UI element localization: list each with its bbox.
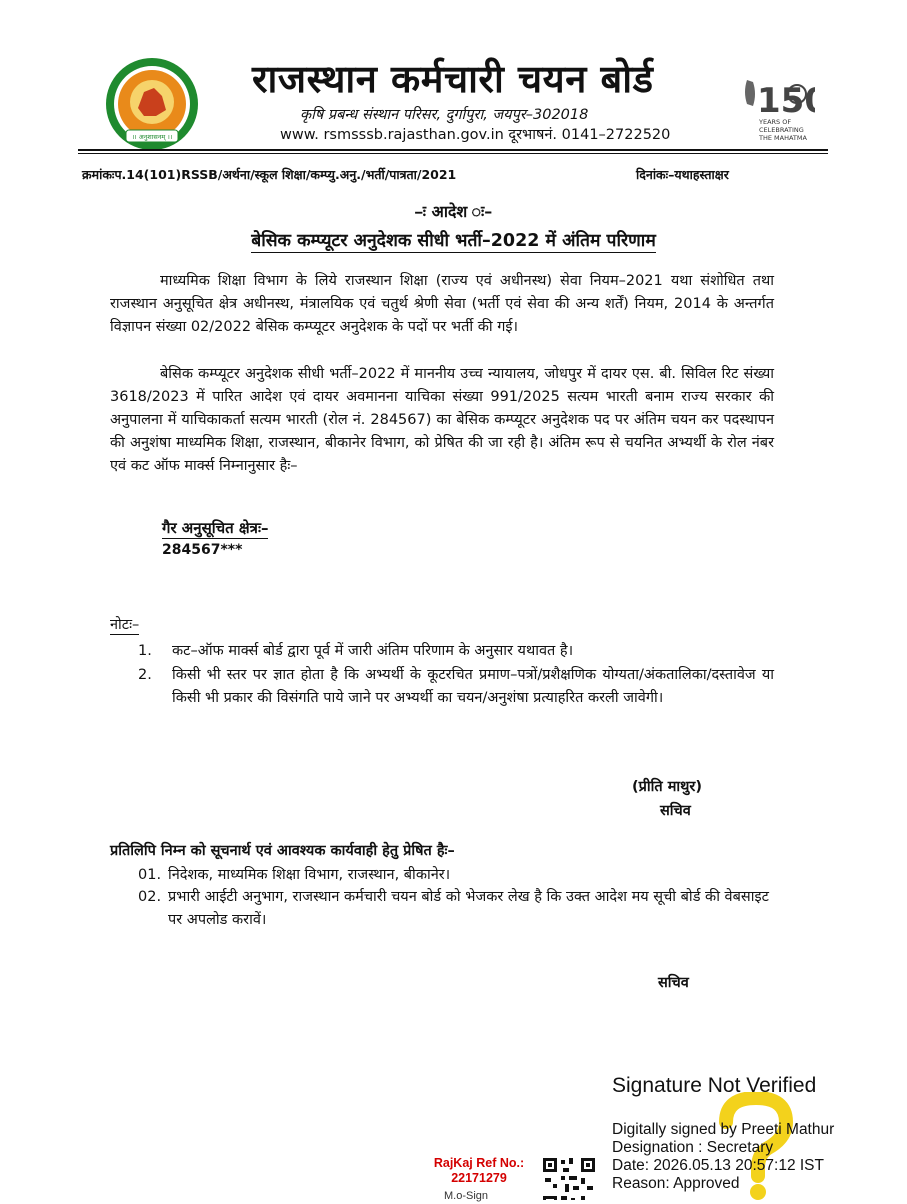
signatory-designation: सचिव <box>660 803 691 819</box>
note-number: 1. <box>138 643 152 659</box>
copy-to-text: प्रभारी आईटी अनुभाग, राजस्थान कर्मचारी चयन बोर्ड को भेजकर लेख है कि उक्त आदेश मय सूची बोर्ड की वेबसाइट पर अपलोड करावें। <box>168 889 769 928</box>
order-heading: –ः आदेश ः– <box>414 202 493 221</box>
copy-to-number: 02. <box>138 889 162 905</box>
signature-reason: Reason: Approved <box>612 1175 740 1192</box>
copy-to-item <box>138 886 774 932</box>
header-divider-thick <box>78 149 828 151</box>
order-paragraph-1: माध्यमिक शिक्षा विभाग के लिये राजस्थान शिक्षा (राज्य एवं अधीनस्थ) सेवा नियम–2021 यथा संशोधित तथा राजस्थान अनुसूचित क्षेत्र अधीनस्थ, मंत्रालयिक एवं चतुर्थ श्रेणी सेवा (भर्ती एवं सेवा की अन्य शर्तें) नियम, 2014 के अन्तर्गत विज्ञापन संख्या 02/2022 बेसिक कम्प्यूटर अनुदेशक के पदों पर भर्ती की गई। <box>110 273 774 335</box>
order-subject <box>0 228 907 252</box>
note-item <box>138 664 774 710</box>
signature-signed-by: Digitally signed by Preeti Mathur <box>612 1121 835 1138</box>
board-address: कृषि प्रबन्ध संस्थान परिसर, दुर्गापुरा, जयपुर–302018 <box>300 107 589 123</box>
signature-date: Date: 2026.05.13 20:57:12 IST <box>612 1157 824 1174</box>
mosign-label: M.o-Sign <box>444 1190 489 1202</box>
badge-text-1: YEARS OF <box>759 118 792 126</box>
board-title: राजस्थान कर्मचारी चयन बोर्ड <box>252 57 654 101</box>
logo-motto: ।। अनुशासनम् ।। <box>131 133 173 141</box>
mahatma-150-badge <box>735 72 815 152</box>
copy-to-number: 01. <box>138 867 162 883</box>
rajkaj-label: RajKaj Ref No.: <box>433 1156 525 1170</box>
rajkaj-reference <box>424 1156 534 1186</box>
signature-designation: Designation : Secretary <box>612 1139 774 1156</box>
copy-to-item <box>138 864 774 887</box>
copy-to-designation: सचिव <box>658 975 689 991</box>
copy-to-heading: प्रतिलिपि निम्न को सूचनार्थ एवं आवश्यक कार्यवाही हेतु प्रेषित हैः– <box>110 843 455 859</box>
rajkaj-number: 22171279 <box>451 1171 507 1185</box>
board-website-phone: www. rsmsssb.rajasthan.gov.in दूरभाषनं. 0141–2722520 <box>280 127 671 143</box>
badge-text-3: THE MAHATMA <box>759 134 807 142</box>
note-number: 2. <box>138 667 152 683</box>
note-text: कट–ऑफ मार्क्स बोर्ड द्वारा पूर्व में जारी अंतिम परिणाम के अनुसार यथावत है। <box>172 643 574 659</box>
rssb-logo <box>104 56 200 152</box>
order-subject-text: बेसिक कम्प्यूटर अनुदेशक सीधी भर्ती–2022 में अंतिम परिणाम <box>251 231 656 251</box>
note-item <box>138 640 774 663</box>
qr-code <box>541 1156 597 1200</box>
signatory-name: (प्रीति माथुर) <box>632 779 702 795</box>
note-text: किसी भी स्तर पर ज्ञात होता है कि अभ्यर्थी के कूटरचित प्रमाण–पत्रों/प्रशैक्षणिक योग्यता/अंकतालिका/दस्तावेज या किसी भी प्रकार की विसंगति पाये जाने पर अभ्यर्थी का चयन/अनुशंषा प्रत्याहरित करली जावेगी। <box>172 667 774 706</box>
copy-to-text: निदेशक, माध्यमिक शिक्षा विभाग, राजस्थान, बीकानेर। <box>168 867 451 883</box>
area-label: गैर अनुसूचित क्षेत्रः– <box>162 519 269 537</box>
note-label: नोटः– <box>110 614 139 635</box>
reference-date: दिनांकः–यथाहस्ताक्षर <box>636 167 729 182</box>
signature-status: Signature Not Verified <box>612 1074 817 1097</box>
badge-number: 15 <box>757 81 805 121</box>
header-divider-thin <box>78 153 828 154</box>
badge-text-2: CELEBRATING <box>759 126 804 134</box>
reference-number: क्रमांकःप.14(101)RSSB/अर्थना/स्कूल शिक्षा/कम्प्यु.अनु./भर्ती/पात्रता/2021 <box>82 167 457 182</box>
roll-number: 284567*** <box>162 542 243 558</box>
order-paragraph-2: बेसिक कम्प्यूटर अनुदेशक सीधी भर्ती–2022 में माननीय उच्च न्यायालय, जोधपुर में दायर एस. बी. सिविल रिट संख्या 3618/2023 में पारित आदेश एवं दायर अवमानना याचिका संख्या 991/2025 सत्यम भारती बनाम राज्य सरकार की अनुपालना में याचिकाकर्ता सत्यम भारती (रोल नं. 284567) का बेसिक कम्प्यूटर अनुदेशक पद पर अंतिम चयन कर पदस्थापन की अनुशंषा माध्यमिक शिक्षा, राजस्थान, बीकानेर विभाग, को प्रेषित की जा रही है। अंतिम रूप से चयनित अभ्यर्थी के रोल नंबर एवं कट ऑफ मार्क्स निम्नानुसार हैः– <box>110 366 774 474</box>
